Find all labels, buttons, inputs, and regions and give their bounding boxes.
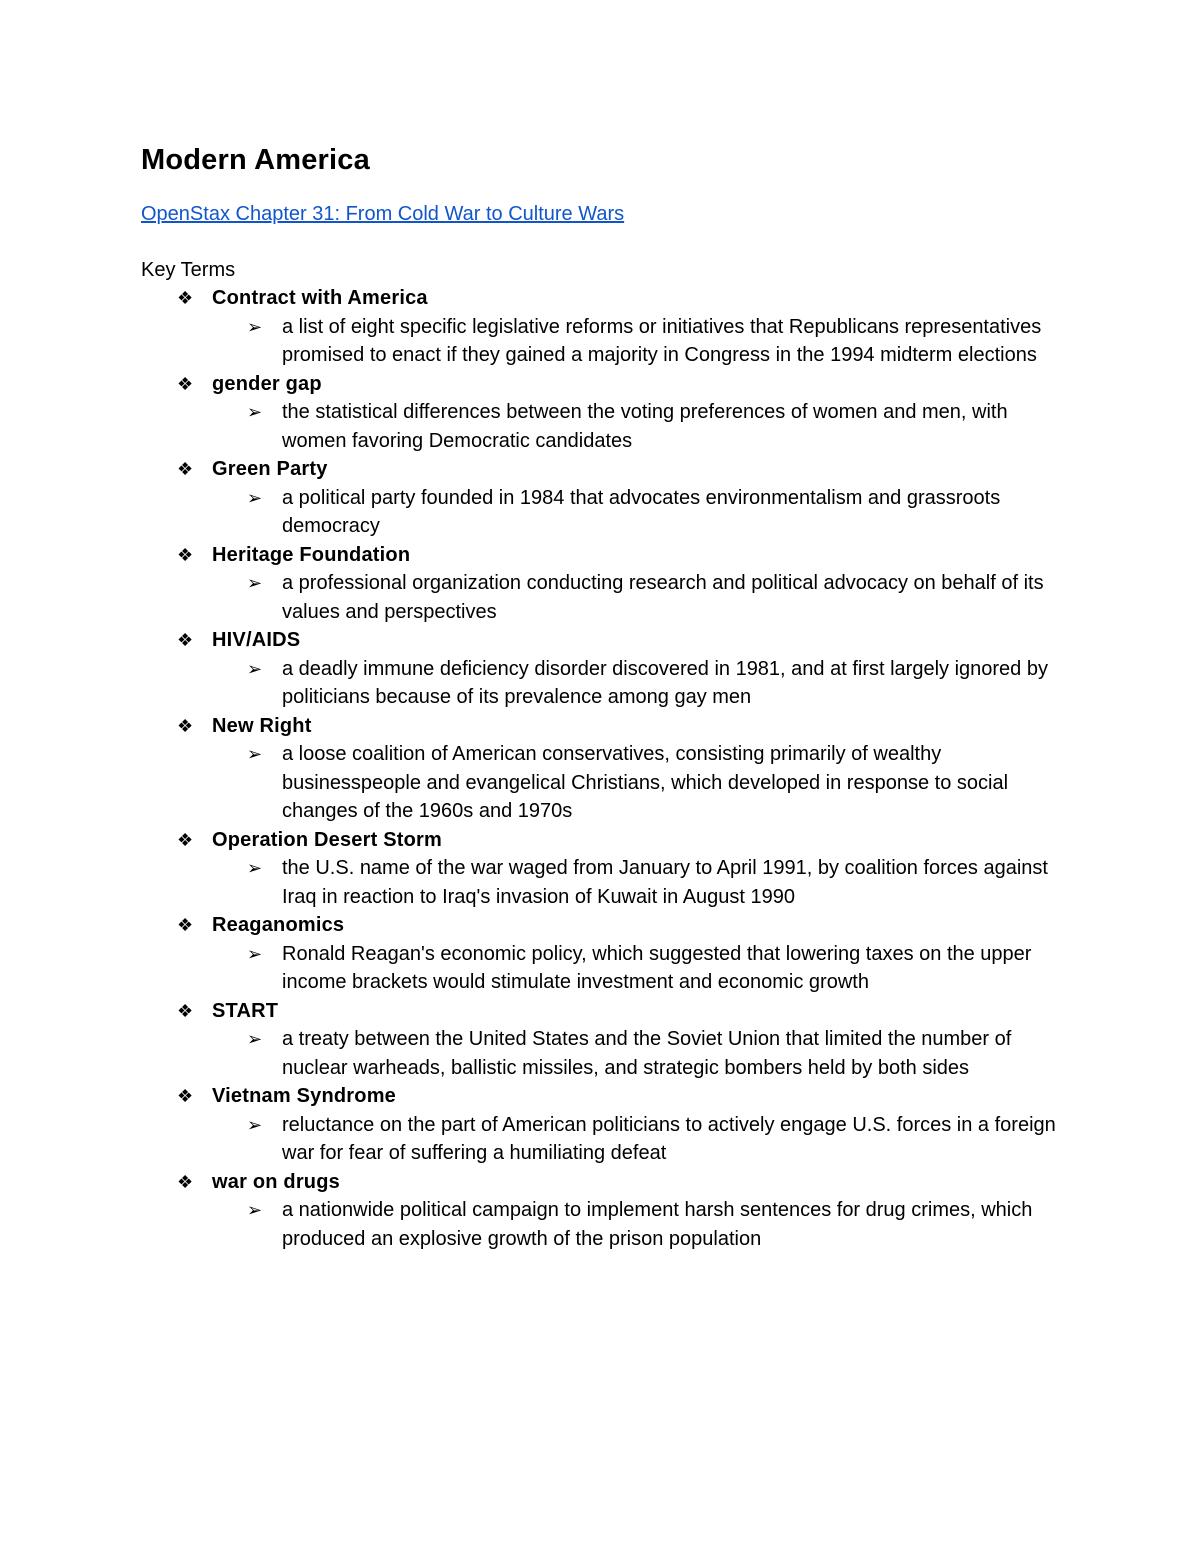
term-definition xyxy=(141,313,1071,370)
definition-text: a loose coalition of American conservatives, consisting primarily of wealthy businesspeople and evangelical Christians, which developed in response to social changes of the 1960s and 1970s xyxy=(282,743,1009,822)
term-definition xyxy=(141,398,1071,455)
section-label: Key Terms xyxy=(141,259,236,281)
document-page xyxy=(141,136,1071,1253)
diamond-bullet-icon: ❖ xyxy=(177,459,194,479)
term-name: HIV/AIDS xyxy=(212,629,301,651)
term-name: New Right xyxy=(212,714,312,737)
arrowhead-bullet-icon: ➢ xyxy=(247,1200,263,1220)
arrowhead-bullet-icon: ➢ xyxy=(247,658,263,679)
term-item xyxy=(141,1082,1071,1168)
diamond-bullet-icon: ❖ xyxy=(177,288,194,308)
chapter-link[interactable]: OpenStax Chapter 31: From Cold War to Culture Wars xyxy=(141,203,625,225)
term-name: Green Party xyxy=(212,458,328,480)
arrowhead-bullet-icon: ➢ xyxy=(247,943,263,964)
term-item xyxy=(141,284,1071,370)
term-definition xyxy=(141,1111,1071,1168)
arrowhead-bullet-icon: ➢ xyxy=(247,316,263,337)
diamond-bullet-icon: ❖ xyxy=(177,630,194,650)
arrowhead-bullet-icon: ➢ xyxy=(247,573,263,593)
diamond-bullet-icon: ❖ xyxy=(177,915,194,935)
term-definition xyxy=(141,655,1071,712)
definition-text: reluctance on the part of American politicians to actively engage U.S. forces in a foreign war for fear of suffering a humiliating defeat xyxy=(282,1113,1056,1164)
definition-text: a political party founded in 1984 that advocates environmentalism and grassroots democracy xyxy=(282,486,1001,537)
diamond-bullet-icon: ❖ xyxy=(177,373,194,394)
arrowhead-bullet-icon: ➢ xyxy=(247,744,263,764)
term-name: START xyxy=(212,999,279,1022)
definition-text: a professional organization conducting research and political advocacy on behalf of its values and perspectives xyxy=(282,572,1044,623)
diamond-bullet-icon: ❖ xyxy=(177,1171,194,1192)
term-item xyxy=(141,826,1071,912)
arrowhead-bullet-icon: ➢ xyxy=(247,1114,263,1135)
arrowhead-bullet-icon: ➢ xyxy=(247,402,263,422)
diamond-bullet-icon: ❖ xyxy=(177,544,194,565)
term-definition xyxy=(141,1196,1071,1253)
diamond-bullet-icon: ❖ xyxy=(177,1086,194,1106)
definition-text: Ronald Reagan's economic policy, which suggested that lowering taxes on the upper income brackets would stimulate investment and economic growth xyxy=(282,942,1032,993)
definition-text: a list of eight specific legislative reforms or initiatives that Republicans representatives promised to enact if they gained a majority in Congress in the 1994 midterm elections xyxy=(282,315,1042,366)
term-item xyxy=(141,455,1071,541)
term-definition xyxy=(141,940,1071,997)
term-name: Contract with America xyxy=(212,287,428,309)
term-name: Heritage Foundation xyxy=(212,543,411,566)
arrowhead-bullet-icon: ➢ xyxy=(247,487,263,508)
diamond-bullet-icon: ❖ xyxy=(177,1000,194,1021)
term-name: Vietnam Syndrome xyxy=(212,1085,397,1107)
arrowhead-bullet-icon: ➢ xyxy=(247,1029,263,1049)
key-terms-list xyxy=(141,284,1071,1253)
term-item xyxy=(141,997,1071,1083)
page-title: Modern America xyxy=(141,144,370,176)
arrowhead-bullet-icon: ➢ xyxy=(247,858,263,878)
term-item xyxy=(141,1168,1071,1254)
term-name: Reaganomics xyxy=(212,914,345,936)
definition-text: a nationwide political campaign to implement harsh sentences for drug crimes, which produced an explosive growth of the prison population xyxy=(282,1199,1033,1250)
diamond-bullet-icon: ❖ xyxy=(177,829,194,850)
term-item xyxy=(141,626,1071,712)
term-definition xyxy=(141,740,1071,826)
term-item xyxy=(141,370,1071,456)
definition-text: a deadly immune deficiency disorder discovered in 1981, and at first largely ignored by politicians because of its prevalence among gay men xyxy=(282,657,1048,708)
term-definition xyxy=(141,569,1071,626)
term-item xyxy=(141,541,1071,627)
term-name: war on drugs xyxy=(212,1170,340,1193)
term-name: gender gap xyxy=(212,372,322,395)
term-item xyxy=(141,712,1071,826)
definition-text: the statistical differences between the voting preferences of women and men, with women favoring Democratic candidates xyxy=(282,401,1008,452)
term-definition xyxy=(141,484,1071,541)
diamond-bullet-icon: ❖ xyxy=(177,715,194,736)
definition-text: the U.S. name of the war waged from January to April 1991, by coalition forces against Iraq in reaction to Iraq's invasion of Kuwait in August 1990 xyxy=(282,857,1048,908)
definition-text: a treaty between the United States and the Soviet Union that limited the number of nuclear warheads, ballistic missiles, and strategic bombers held by both sides xyxy=(282,1028,1012,1079)
term-definition xyxy=(141,1025,1071,1082)
term-definition xyxy=(141,854,1071,911)
term-item xyxy=(141,911,1071,997)
term-name: Operation Desert Storm xyxy=(212,828,443,851)
